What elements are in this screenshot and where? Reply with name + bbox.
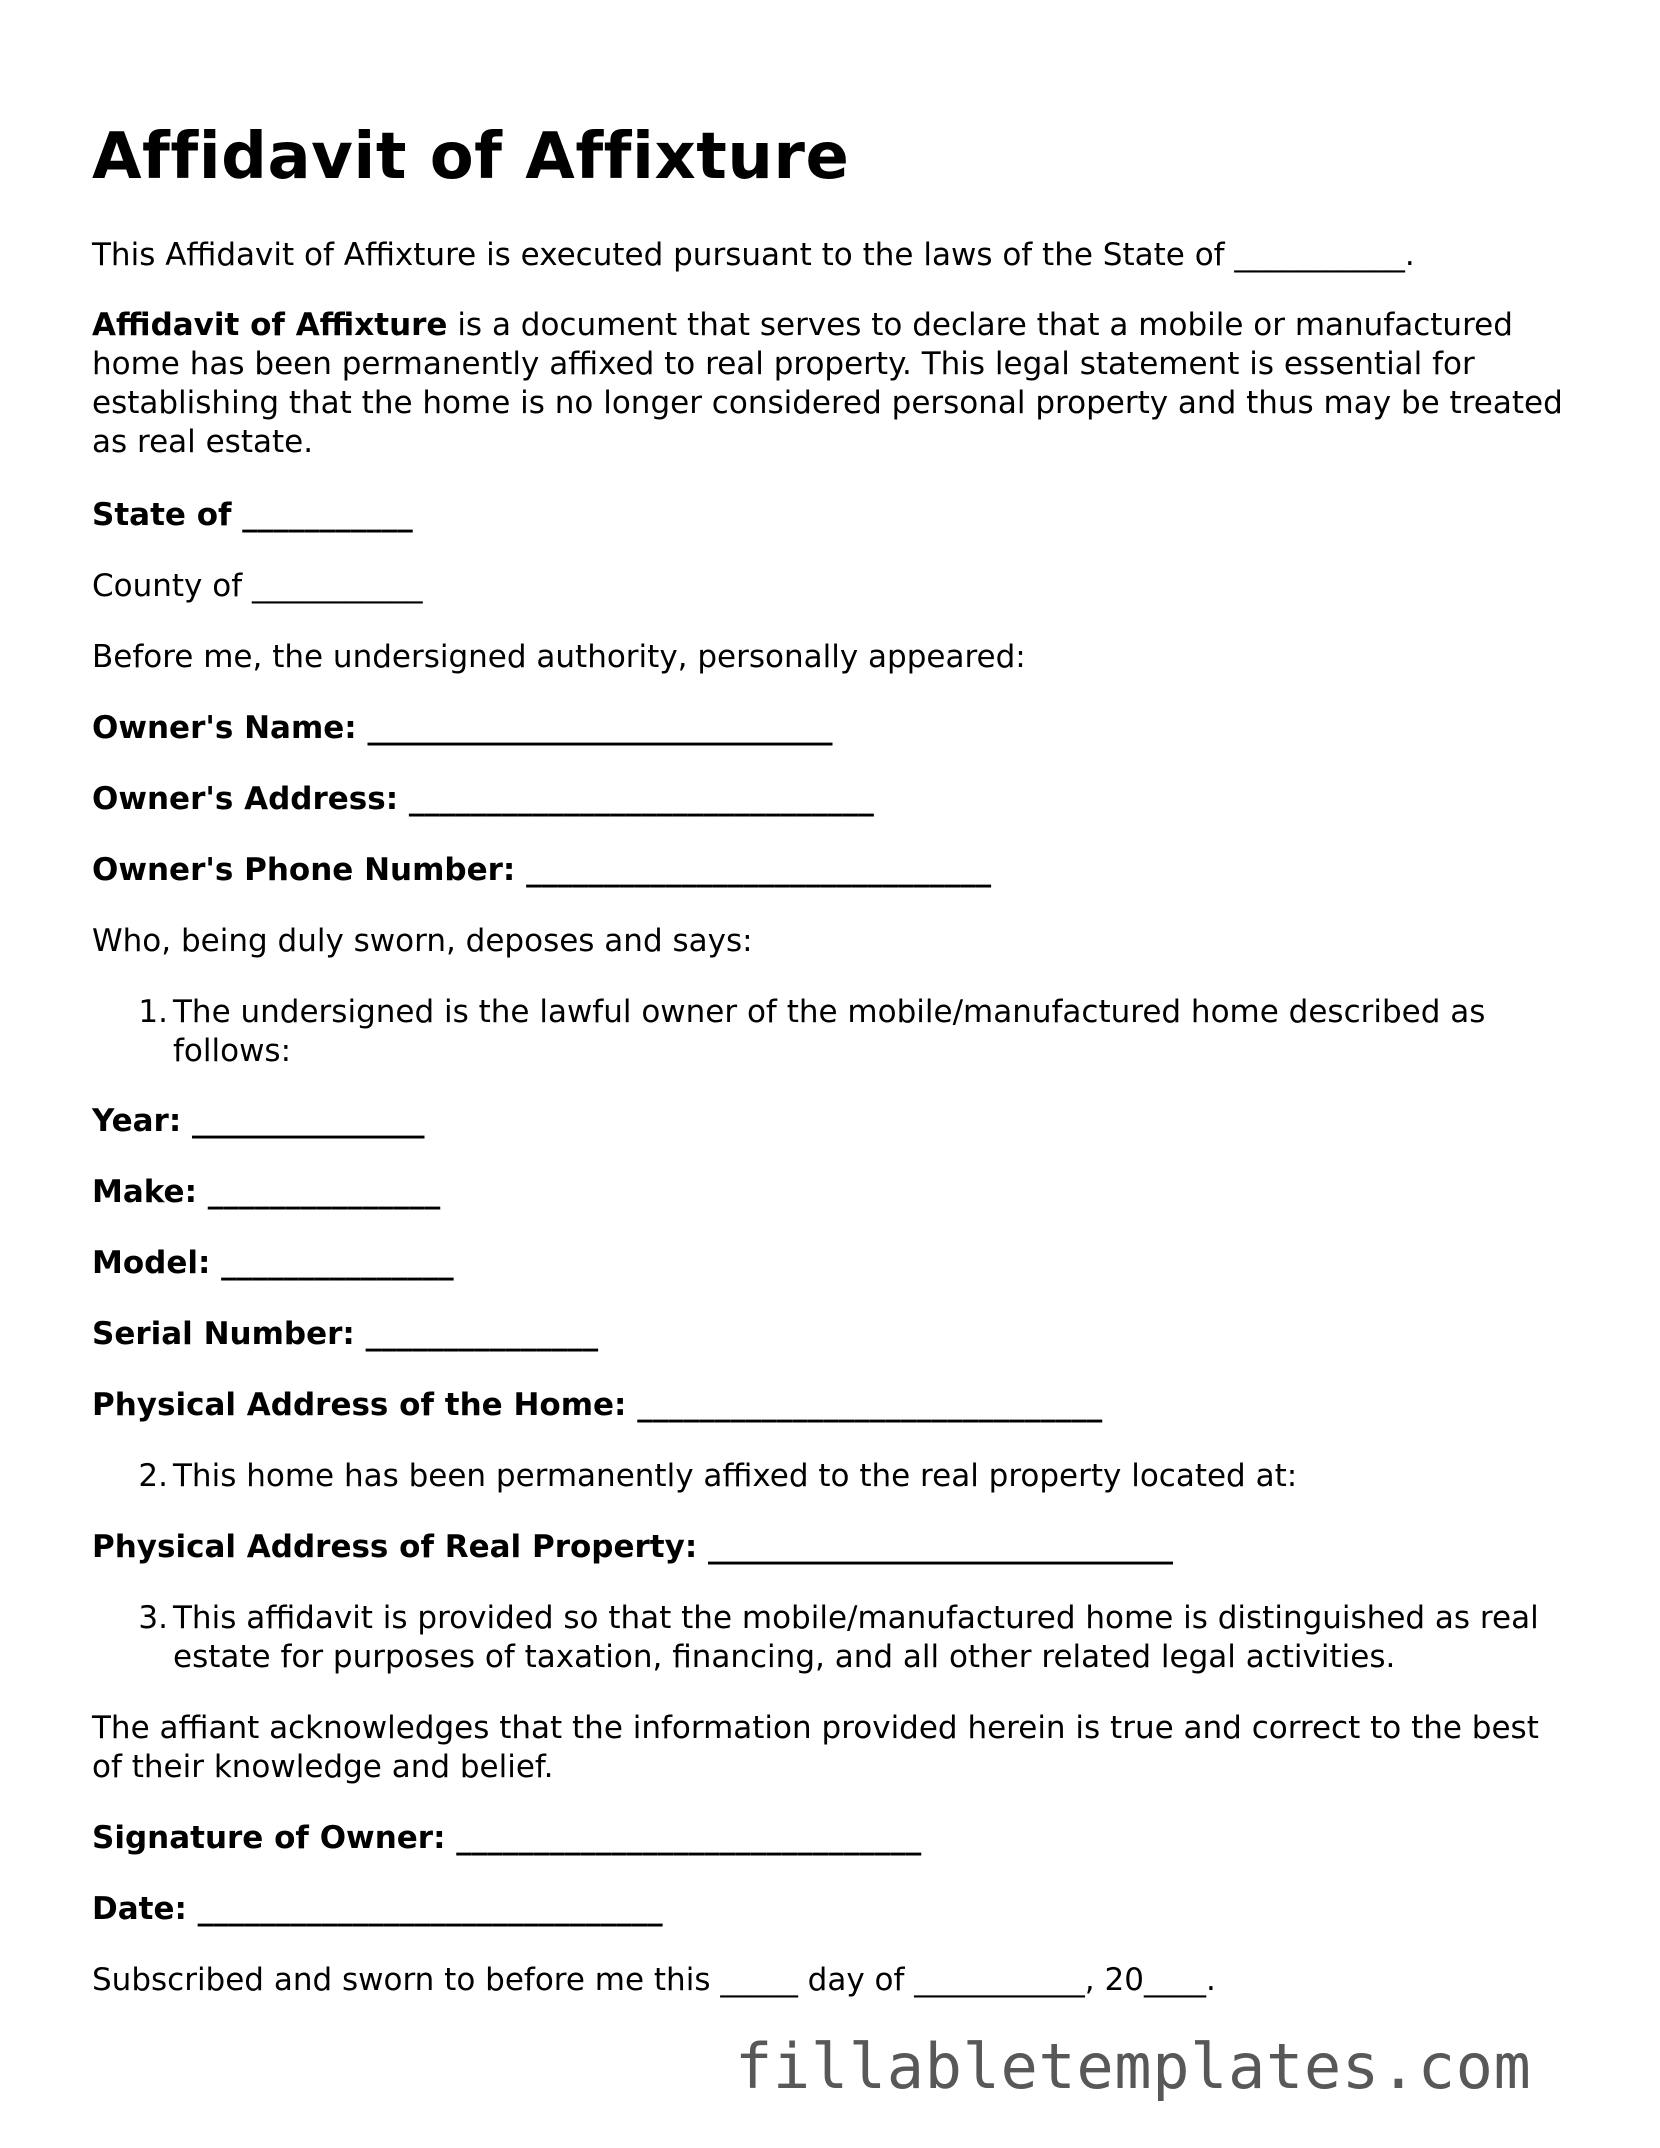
- model-field[interactable]: Model: _______________: [92, 1245, 454, 1281]
- definition-term: Affidavit of Affixture: [92, 307, 448, 343]
- list-item-2: [132, 1457, 1567, 1496]
- definition-paragraph: [92, 306, 1567, 462]
- list-text: This affidavit is provided so that the mobile/manufactured home is distinguished as real estate for purposes of taxation, financing, and all other related legal activities.: [173, 1600, 1539, 1675]
- signature-field[interactable]: Signature of Owner: ______________________________: [92, 1820, 922, 1856]
- document-title: Affidavit of Affixture: [92, 120, 850, 194]
- definition-text: is a document that serves to declare that a mobile or manufactured home has been permanently affixed to real property. This legal statement is essential for establishing that the home is no longer considered personal property and thus may be treated as real estate.: [92, 307, 1563, 460]
- real-property-address-field[interactable]: Physical Address of Real Property: ______________________________: [92, 1529, 1174, 1565]
- date-field[interactable]: Date: ______________________________: [92, 1891, 663, 1927]
- acknowledgment-paragraph: The affiant acknowledges that the information provided herein is true and correct to the best of their knowledge and belief.: [92, 1710, 1539, 1785]
- list-number: 2.: [138, 1458, 168, 1494]
- year-field[interactable]: Year: _______________: [92, 1103, 425, 1139]
- list-item-3: [132, 1599, 1567, 1677]
- list-item-1: [132, 993, 1567, 1071]
- list-text: The undersigned is the lawful owner of the mobile/manufactured home described as follows:: [173, 994, 1486, 1069]
- list-text: This home has been permanently affixed to the real property located at:: [173, 1458, 1298, 1494]
- watermark: fillabletemplates.com: [735, 2030, 1532, 2103]
- owner-address-field[interactable]: Owner's Address: ______________________________: [92, 781, 874, 817]
- serial-number-field[interactable]: Serial Number: _______________: [92, 1316, 599, 1352]
- home-address-field[interactable]: Physical Address of the Home: ______________________________: [92, 1387, 1103, 1423]
- owner-name-field[interactable]: Owner's Name: ______________________________: [92, 710, 833, 746]
- before-me-text: Before me, the undersigned authority, personally appeared:: [92, 639, 1026, 675]
- state-field[interactable]: State of ___________: [92, 497, 413, 533]
- intro-paragraph: This Affidavit of Affixture is executed pursuant to the laws of the State of ___________.: [92, 237, 1415, 273]
- list-number: 3.: [138, 1600, 168, 1636]
- make-field[interactable]: Make: _______________: [92, 1174, 441, 1210]
- sworn-text: Who, being duly sworn, deposes and says:: [92, 923, 753, 959]
- county-field[interactable]: County of ___________: [92, 568, 423, 604]
- owner-phone-field[interactable]: Owner's Phone Number: ______________________________: [92, 852, 992, 888]
- list-number: 1.: [138, 994, 168, 1030]
- subscribed-line[interactable]: Subscribed and sworn to before me this _____ day of ___________, 20____.: [92, 1962, 1216, 1998]
